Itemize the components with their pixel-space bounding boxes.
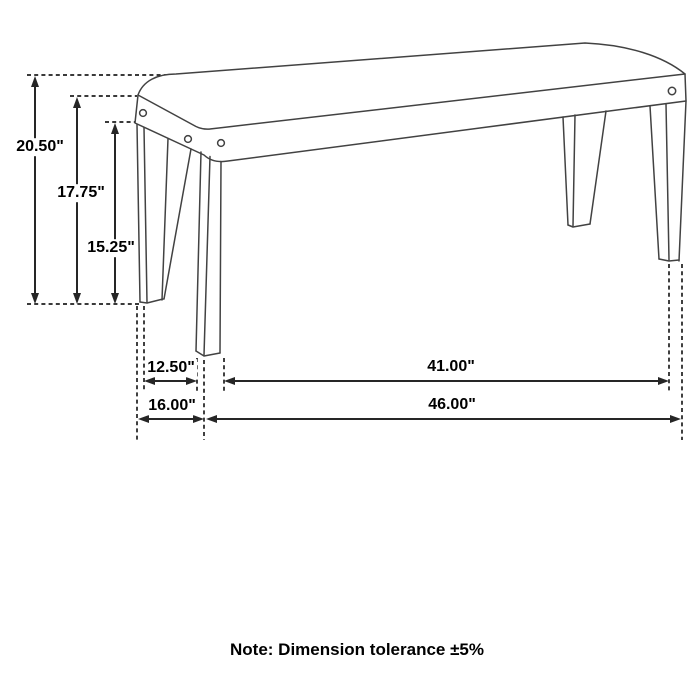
dimension-underseat-clearance	[111, 123, 119, 304]
dimension-label-overall-depth: 16.00"	[148, 397, 196, 415]
dimension-overall-depth	[138, 415, 204, 423]
leg-foot	[196, 351, 220, 356]
leg-edge	[220, 162, 221, 354]
bench-leg-front-left	[137, 125, 191, 304]
rivet-icon	[185, 136, 192, 143]
leg-edge	[196, 152, 201, 351]
leg-edge	[650, 106, 659, 259]
dimension-overall-length	[206, 415, 681, 423]
leg-edge	[164, 149, 191, 299]
dimension-label-overall-height: 20.50"	[16, 138, 64, 156]
leg-edge	[144, 128, 147, 303]
leg-edge	[137, 125, 140, 303]
dimension-leg-span-depth	[144, 377, 197, 385]
dimension-label-seat-front-height: 17.75"	[57, 184, 105, 202]
leg-foot	[568, 224, 590, 227]
leg-foot	[140, 299, 163, 303]
tolerance-note: Note: Dimension tolerance ±5%	[230, 640, 484, 659]
leg-edge	[666, 104, 669, 260]
leg-edge	[679, 101, 686, 261]
bench-leg-back-right	[563, 111, 606, 227]
leg-edge	[204, 157, 210, 356]
rivet-icon	[218, 140, 225, 147]
bench-leg-front-right	[650, 101, 686, 261]
dimension-label-leg-span-depth: 12.50"	[147, 359, 195, 377]
bench-leg-back-left	[196, 152, 221, 356]
dimension-label-underseat-clearance: 15.25"	[87, 239, 135, 257]
dimension-overall-height	[31, 76, 39, 304]
dimension-label-overall-length: 46.00"	[428, 396, 476, 414]
leg-edge	[162, 139, 168, 301]
rivet-icon	[140, 110, 147, 117]
leg-edge	[590, 111, 606, 224]
rivet-icon	[668, 87, 675, 94]
leg-edge	[573, 115, 575, 226]
dimension-inner-leg-span	[224, 377, 669, 385]
dimension-label-inner-leg-span: 41.00"	[427, 358, 475, 376]
leg-edge	[563, 117, 568, 225]
